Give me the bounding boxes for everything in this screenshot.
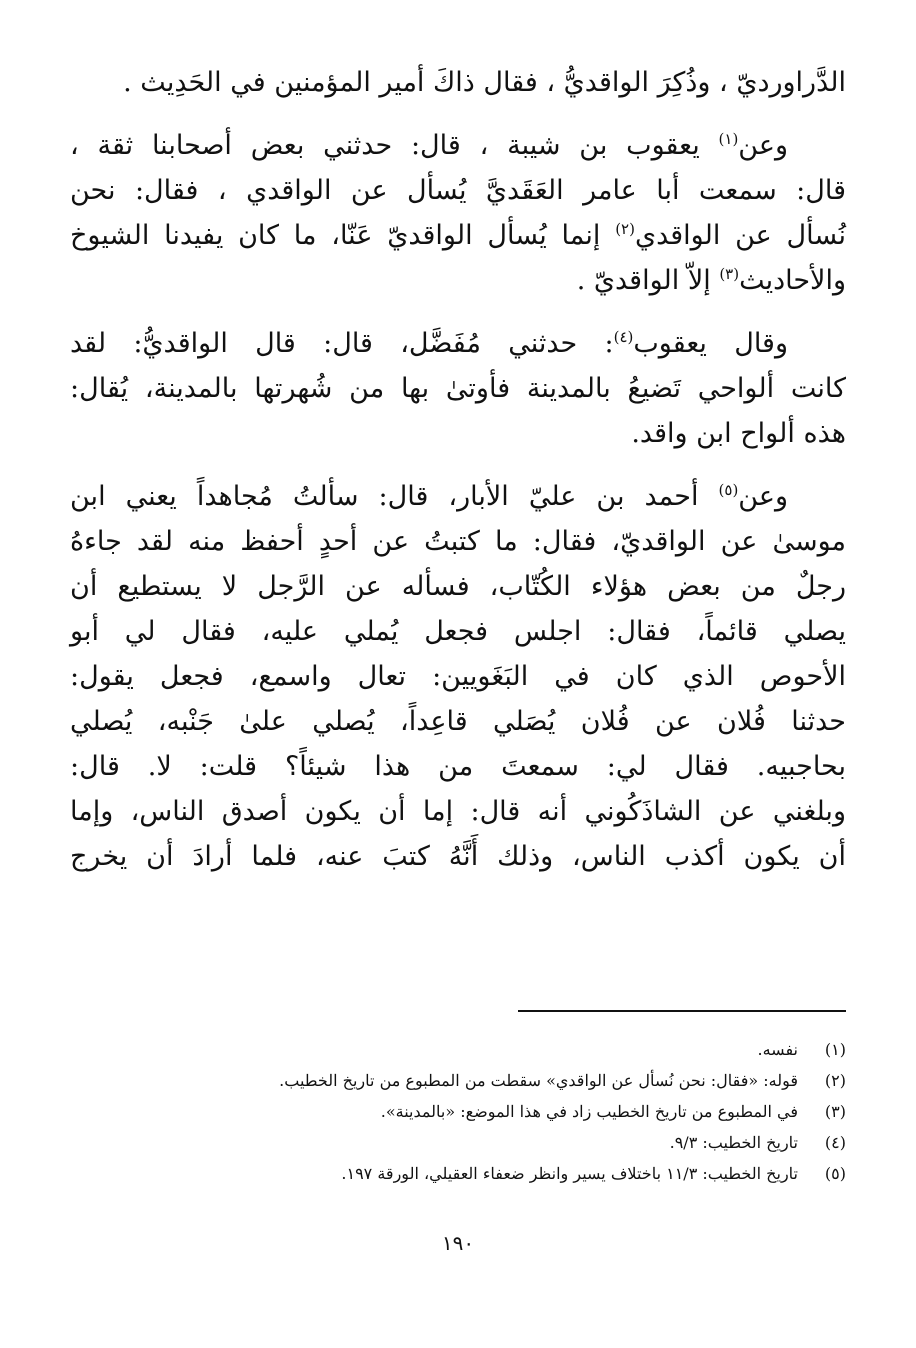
footnote-text: قوله: «فقال: نحن نُسأل عن الواقدي» سقطت من المطبوع من تاريخ الخطيب. — [279, 1071, 798, 1090]
footnote-number: (٤) — [824, 1133, 846, 1152]
line-text: نُسأل عن الواقدي — [634, 220, 846, 251]
text-line — [70, 168, 846, 213]
text-line — [70, 60, 846, 105]
line-text: إلاّ الواقديّ . — [576, 265, 720, 296]
line-text: : حدثني مُفَضَّل، قال: قال الواقديُّ: لقد — [70, 328, 614, 359]
text-line — [70, 834, 846, 879]
line-text: إنما يُسأل الواقديّ عَنّا، ما كان يفيدنا الشيوخ — [70, 220, 616, 251]
line-text: وقال يعقوب — [633, 328, 788, 359]
text-line — [70, 744, 846, 789]
line-text: هذه ألواح ابن واقد. — [631, 418, 846, 449]
paragraph-gap — [70, 303, 846, 321]
line-text: رجلٌ من بعض هؤلاء الكُتّاب، فسأله عن الرَّجل لا يستطيع أن — [70, 571, 846, 602]
footnote-number: (٥) — [824, 1164, 846, 1183]
line-text: قال: سمعت أبا عامر العَقَديَّ يُسأل عن الواقدي ، فقال: نحن — [70, 175, 846, 206]
page-number: ١٩٠ — [441, 1231, 475, 1255]
text-line — [70, 519, 846, 564]
text-line — [70, 564, 846, 609]
text-line — [70, 123, 846, 168]
footnote-item — [70, 1127, 846, 1158]
footnote-item — [70, 1096, 846, 1127]
text-line — [70, 411, 846, 456]
line-text: أحمد بن عليّ الأبار، قال: سألتُ مُجاهداً يعني ابن — [70, 481, 719, 512]
footnote-item — [70, 1065, 846, 1096]
line-text: أن يكون أكذب الناس، وذلك أَنَّهُ كتبَ عنه، فلما أرادَ أن يخرج — [70, 841, 846, 872]
paragraph-gap — [70, 105, 846, 123]
footnote-number: (٢) — [824, 1071, 846, 1090]
line-text: وبلغني عن الشاذَكُوني أنه قال: إما أن يكون أصدق الناس، وإما — [70, 796, 846, 827]
footnote-ref: (٢) — [615, 220, 635, 238]
line-text: الدَّراورديّ ، وذُكِرَ الواقديُّ ، فقال ذاكَ أمير المؤمنين في الحَدِيث . — [123, 67, 846, 98]
footnote-divider — [518, 1010, 846, 1012]
line-text: بحاجبيه. فقال لي: سمعتَ من هذا شيئاً؟ قلت: لا. قال: — [70, 751, 846, 782]
footnote-number: (٣) — [824, 1102, 846, 1121]
text-line — [70, 609, 846, 654]
text-line — [70, 213, 846, 258]
text-line — [70, 258, 846, 303]
text-line — [70, 789, 846, 834]
footnote-text: نفسه. — [757, 1040, 798, 1059]
footnote-ref: (١) — [718, 130, 739, 148]
footnote-text: في المطبوع من تاريخ الخطيب زاد في هذا الموضع: «بالمدينة». — [380, 1102, 798, 1121]
footnote-text: تاريخ الخطيب: ١١/٣ باختلاف يسير وانظر ضعفاء العقيلي، الورقة ١٩٧. — [341, 1164, 798, 1183]
footnote-item — [70, 1158, 846, 1189]
line-text: يعقوب بن شيبة ، قال: حدثني بعض أصحابنا ثقة ، — [70, 130, 719, 161]
line-text: موسىٰ عن الواقديّ، فقال: ما كتبتُ عن أحدٍ أحفظ منه لقد جاءهُ — [70, 526, 846, 557]
footnote-ref: (٤) — [613, 328, 634, 346]
line-text: والأحاديث — [739, 265, 846, 296]
footnote-ref: (٥) — [718, 481, 739, 499]
line-text: الأحوص الذي كان في البَغَويين: تعال واسمع، فجعل يقول: — [70, 661, 846, 692]
footnote-text: تاريخ الخطيب: ٩/٣. — [669, 1133, 798, 1152]
text-line — [70, 321, 846, 366]
line-text: وعن — [738, 130, 788, 161]
main-text — [70, 60, 846, 879]
paragraph-gap — [70, 456, 846, 474]
text-line — [70, 474, 846, 519]
footnote-item — [70, 1034, 846, 1065]
footnote-ref: (٣) — [719, 265, 740, 283]
text-line — [70, 654, 846, 699]
line-text: حدثنا فُلان عن فُلان يُصَلي قاعِداً، يُصلي علىٰ جَنْبه، يُصلي — [70, 706, 846, 737]
line-text: وعن — [738, 481, 788, 512]
line-text: كانت ألواحي تَضيعُ بالمدينة فأوتىٰ بها من شُهرتها بالمدينة، يُقال: — [70, 373, 846, 404]
footnote-number: (١) — [824, 1040, 846, 1059]
footnotes — [70, 1034, 846, 1189]
text-line — [70, 699, 846, 744]
line-text: يصلي قائماً، فقال: اجلس فجعل يُملي عليه، فقال لي أبو — [70, 616, 846, 647]
text-line — [70, 366, 846, 411]
